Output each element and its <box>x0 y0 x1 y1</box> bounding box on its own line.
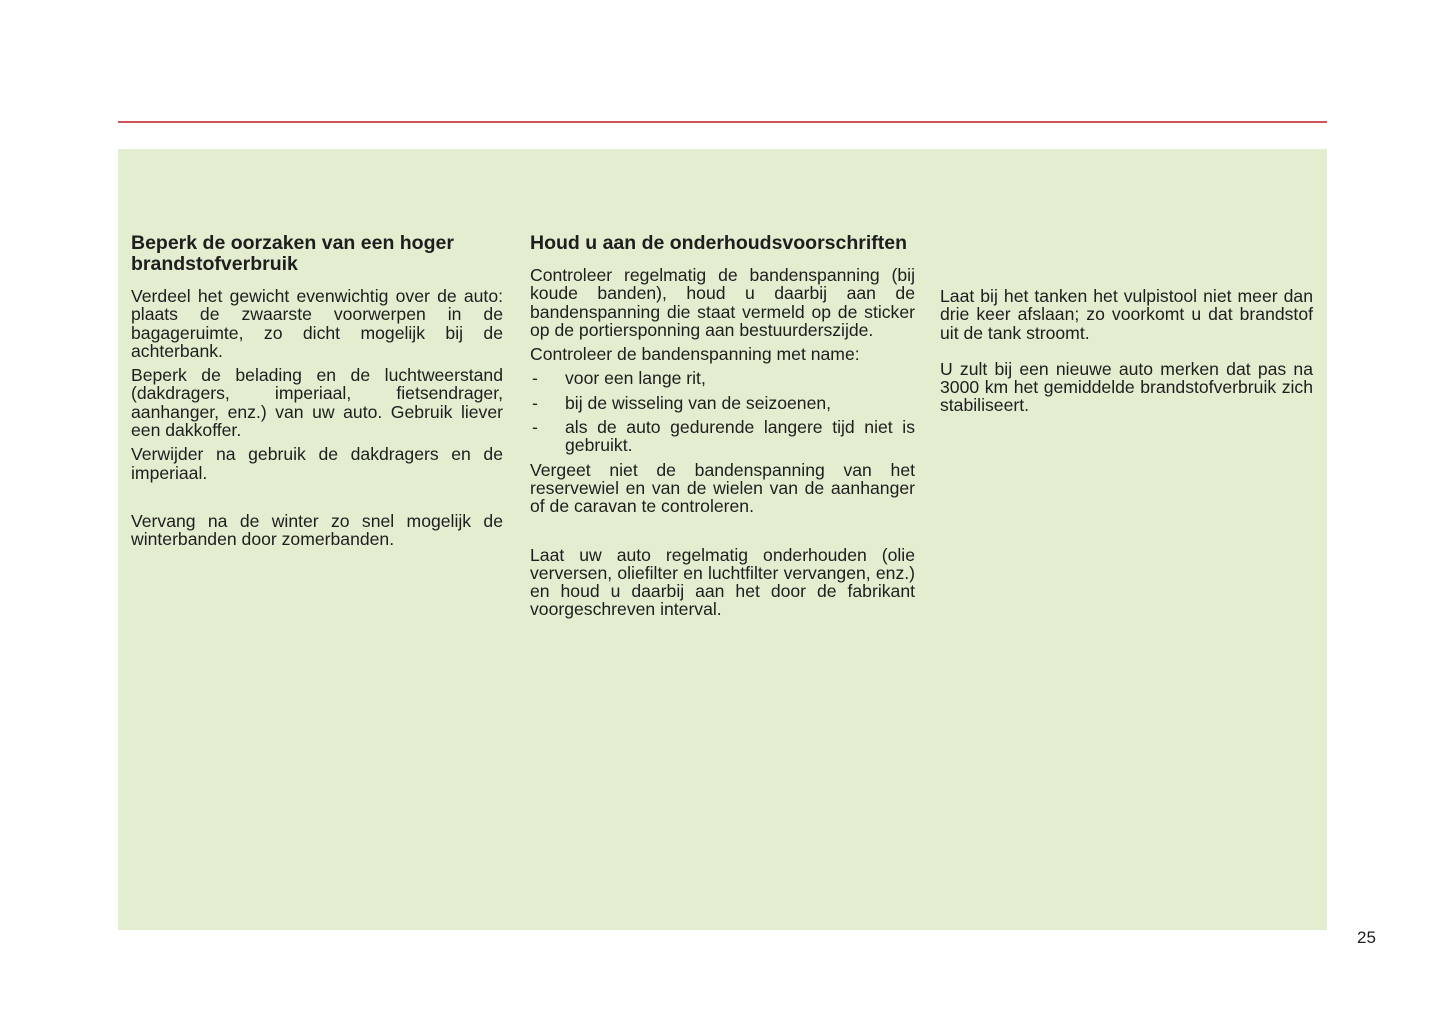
section-heading: Houd u aan de onderhoudsvoorschriften <box>530 232 908 254</box>
list-item: - als de auto gedurende langere tijd niet is gebruikt. <box>532 417 915 456</box>
bullet-list <box>530 369 915 454</box>
paragraph: Vergeet niet de bandenspanning van het reservewiel en van de wielen van de aanhanger of de caravan te controleren. <box>530 459 915 517</box>
list-item: - bij de wisseling van de seizoenen, <box>532 392 832 413</box>
list-item: - voor een lange rit, <box>532 368 706 389</box>
section-heading: Beperk de oorzaken van een hoger brandstofverbruik <box>131 232 454 275</box>
paragraph: Controleer regelmatig de bandenspanning (bij koude banden), houd u daarbij aan de bandenspanning die staat vermeld op de sticker op de portiersponning aan bestuurderszijde. <box>530 265 915 340</box>
paragraph: Beperk de belading en de luchtweerstand (dakdragers, imperiaal, fietsendrager, aanhanger, enz.) van uw auto. Gebruik liever een dakkoffer. <box>131 365 503 441</box>
paragraph: Verdeel het gewicht evenwichtig over de auto: plaats de zwaarste voorwerpen in de bagageruimte, zo dicht mogelijk bij de achterbank. <box>131 286 503 361</box>
paragraph: Verwijder na gebruik de dakdragers en de imperiaal. <box>131 444 503 483</box>
paragraph: Controleer de bandenspanning met name: <box>530 344 860 365</box>
page-number: 25 <box>1357 928 1376 947</box>
paragraph: Laat uw auto regelmatig onderhouden (olie verversen, oliefilter en luchtfilter vervangen, enz.) en houd u daarbij aan het door de fabrikant voorgeschreven interval. <box>530 544 915 620</box>
header-rule <box>118 121 1327 123</box>
column-fuel-consumption <box>131 233 503 555</box>
column-refuelling <box>940 287 1313 421</box>
paragraph: U zult bij een nieuwe auto merken dat pas na 3000 km het gemiddelde brandstofverbruik zich stabiliseert. <box>940 358 1313 416</box>
paragraph: Vervang na de winter zo snel mogelijk de winterbanden door zomerbanden. <box>131 510 503 550</box>
column-maintenance <box>530 233 915 625</box>
paragraph: Laat bij het tanken het vulpistool niet meer dan drie keer afslaan; zo voorkomt u dat brandstof uit de tank stroomt. <box>940 286 1313 343</box>
